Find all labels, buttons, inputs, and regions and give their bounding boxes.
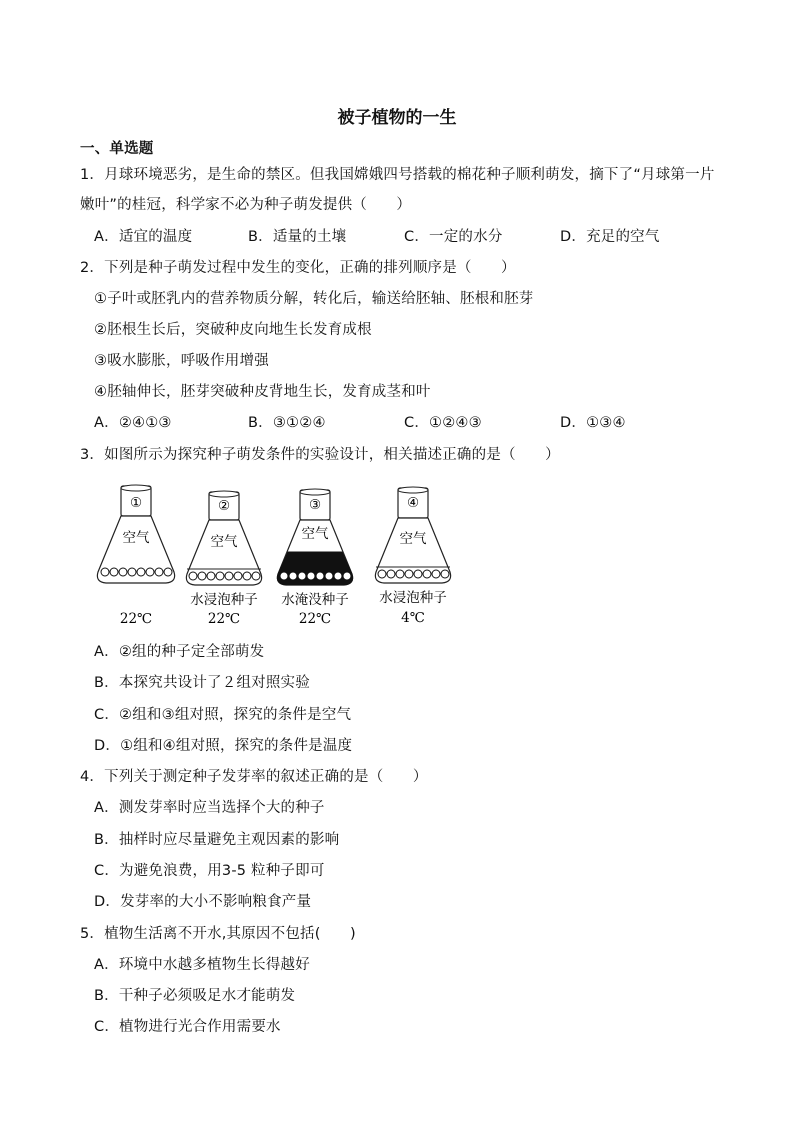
q4-option-a: A．测发芽率时应当选择个大的种子 [94, 800, 325, 816]
q2-item-2: ②胚根生长后，突破种皮向地生长发育成根 [94, 322, 372, 338]
q2-item-1: ①子叶或胚乳内的营养物质分解，转化后，输送给胚轴、胚根和胚芽 [94, 291, 534, 307]
q4-option-d: D．发芽率的大小不影响粮食产量 [94, 894, 312, 910]
flask-1-number: ① [129, 495, 143, 511]
flask-diagram [88, 480, 478, 630]
flask-2 [186, 491, 261, 627]
q2-stem: 2．下列是种子萌发过程中发生的变化，正确的排列顺序是（ ） [80, 260, 516, 276]
flask-3-air: 空气 [301, 526, 329, 542]
flask-4-number: ④ [406, 495, 420, 511]
flask-3-caption: 水淹没种子 [281, 592, 349, 608]
q5-option-c: C．植物进行光合作用需要水 [94, 1019, 281, 1035]
q2-option-c: C．①②④③ [404, 415, 482, 431]
q2-option-d: D．①③④ [560, 415, 626, 431]
water-fill [277, 552, 352, 585]
section-heading: 一、单选题 [80, 141, 154, 157]
q1-stem-line2: 嫩叶”的桂冠，科学家不必为种子萌发提供（ ） [80, 197, 412, 213]
q2-option-b: B．③①②④ [248, 415, 326, 431]
flask-1-air: 空气 [122, 530, 150, 546]
flask-3 [277, 489, 352, 627]
page-title: 被子植物的一生 [337, 108, 457, 128]
flask-3-number: ③ [308, 497, 322, 513]
q3-option-b: B．本探究共设计了２组对照实验 [94, 675, 310, 691]
flask-3-temp: 22℃ [298, 611, 332, 627]
q4-stem: 4．下列关于测定种子发芽率的叙述正确的是（ ） [80, 769, 428, 785]
flask-2-caption: 水浸泡种子 [190, 592, 258, 608]
q4-option-b: B．抽样时应尽量避免主观因素的影响 [94, 832, 340, 848]
flask-4 [375, 487, 450, 626]
q1-option-a: A．适宜的温度 [94, 229, 193, 245]
q1-option-d: D．充足的空气 [560, 229, 660, 245]
q4-option-c: C．为避免浪费，用3-5 粒种子即可 [94, 863, 325, 879]
flask-2-temp: 22℃ [207, 611, 241, 627]
flask-4-air: 空气 [399, 531, 427, 547]
q5-option-b: B．干种子必须吸足水才能萌发 [94, 988, 296, 1004]
flask-2-number: ② [217, 498, 231, 514]
q1-stem-line1: 1．月球环境恶劣，是生命的禁区。但我国嫦娥四号搭载的棉花种子顺利萌发，摘下了“月球第一片 [80, 167, 715, 183]
q2-item-4: ④胚轴伸长，胚芽突破种皮背地生长，发育成茎和叶 [94, 384, 431, 400]
q5-option-a: A．环境中水越多植物生长得越好 [94, 957, 310, 973]
flask-4-caption: 水浸泡种子 [379, 590, 447, 606]
q3-option-d: D．①组和④组对照，探究的条件是温度 [94, 738, 353, 754]
q2-option-a: A．②④①③ [94, 415, 172, 431]
q5-stem: 5．植物生活离不开水,其原因不包括( ) [80, 926, 356, 942]
flask-4-temp: 4℃ [401, 610, 425, 626]
flask-2-air: 空气 [210, 534, 238, 550]
flask-experiment-figure [88, 480, 478, 630]
q3-option-a: A．②组的种子定全部萌发 [94, 644, 265, 660]
q3-option-c: C．②组和③组对照，探究的条件是空气 [94, 707, 352, 723]
flask-1-temp: 22℃ [119, 611, 153, 627]
q2-item-3: ③吸水膨胀，呼吸作用增强 [94, 353, 269, 369]
q3-stem: 3．如图所示为探究种子萌发条件的实验设计，相关描述正确的是（ ） [80, 447, 560, 463]
q1-option-c: C．一定的水分 [404, 229, 503, 245]
q1-option-b: B．适量的土壤 [248, 229, 347, 245]
flask-1 [97, 485, 174, 627]
